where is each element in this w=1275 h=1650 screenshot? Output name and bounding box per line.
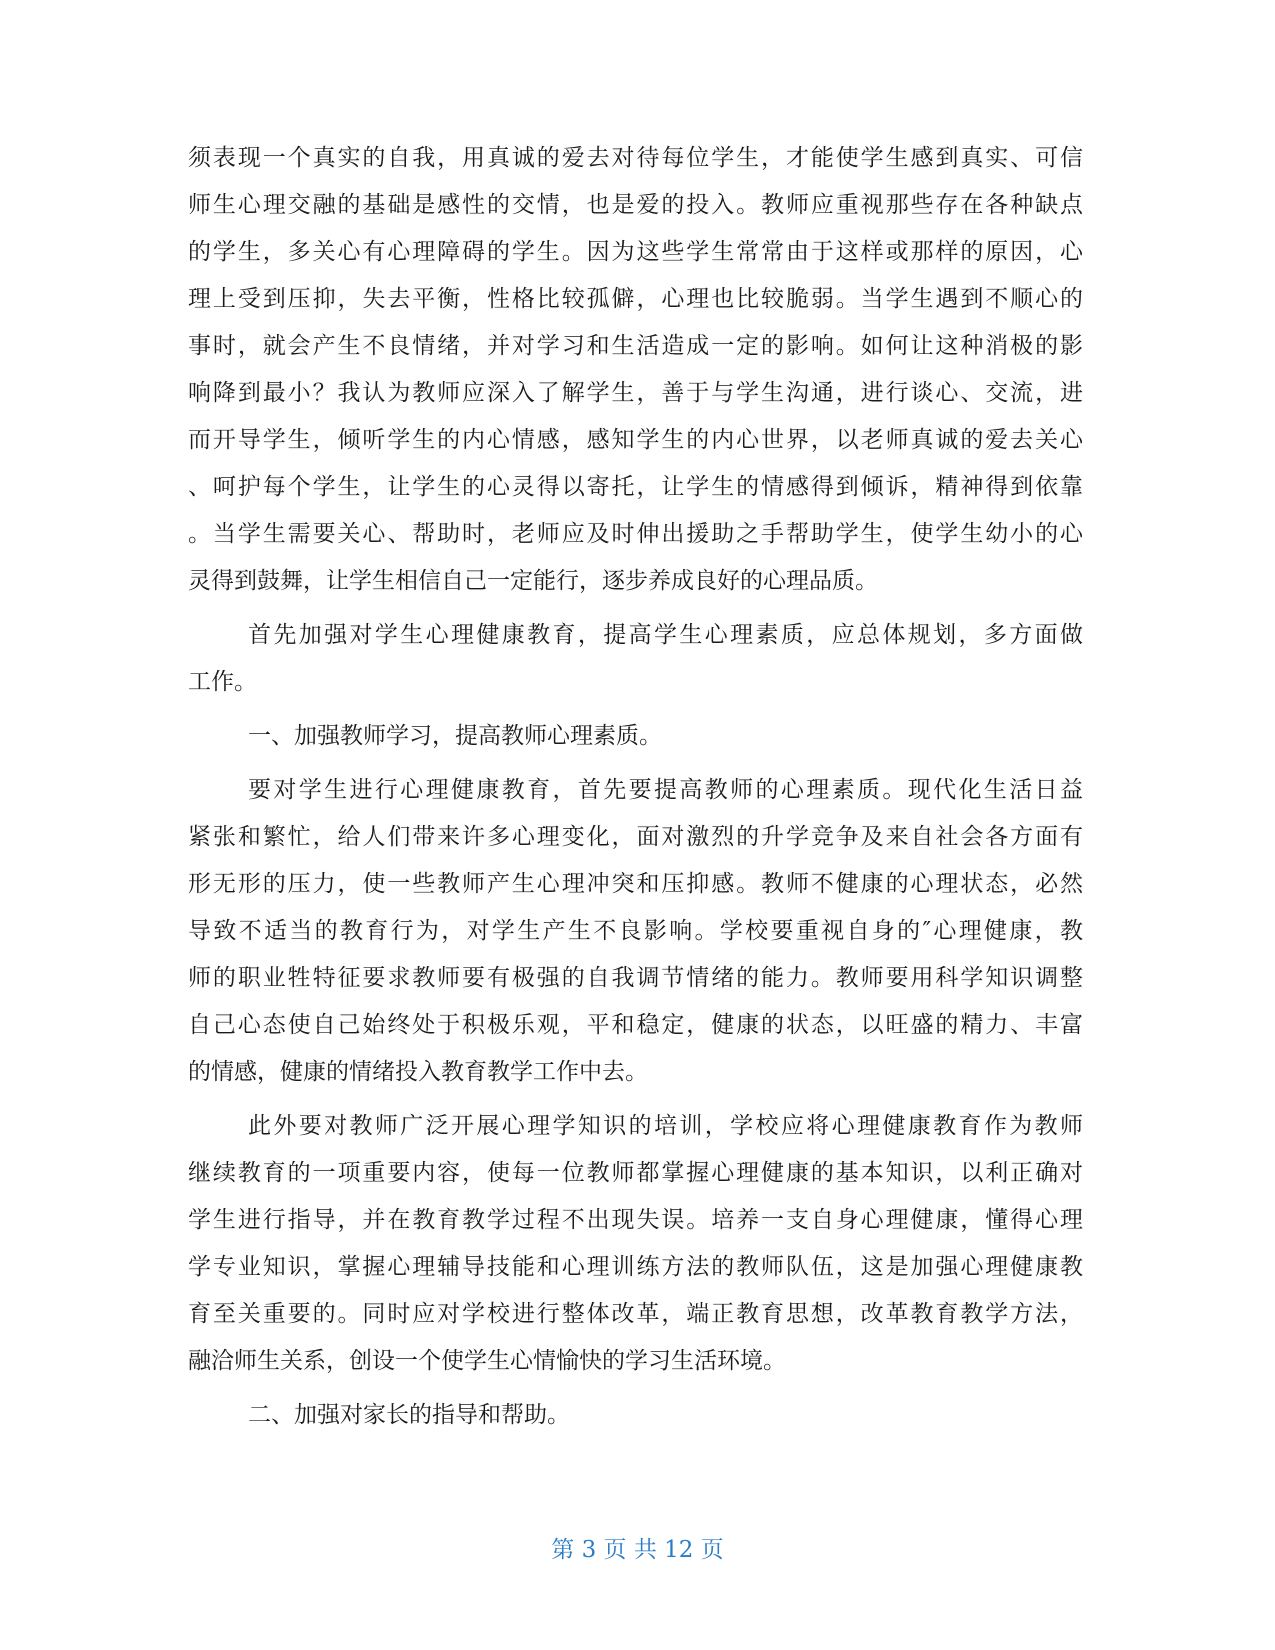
- text-line: 响降到最小？我认为教师应深入了解学生，善于与学生沟通，进行谈心、交流，进: [188, 380, 1083, 406]
- text-line: 形无形的压力，使一些教师产生心理冲突和压抑感。教师不健康的心理状态，必然: [188, 871, 1083, 897]
- text-line: 首先加强对学生心理健康教育，提高学生心理素质，应总体规划，多方面做: [248, 622, 1083, 648]
- page-number-footer: 第 3 页 共 12 页: [551, 1537, 724, 1563]
- text-line: 师生心理交融的基础是感性的交情，也是爱的投入。教师应重视那些存在各种缺点: [188, 192, 1083, 218]
- text-line: 而开导学生，倾听学生的内心情感，感知学生的内心世界，以老师真诚的爱去关心: [188, 427, 1083, 453]
- text-line: 学专业知识，掌握心理辅导技能和心理训练方法的教师队伍，这是加强心理健康教: [188, 1254, 1083, 1280]
- text-line: 学生进行指导，并在教育教学过程不出现失误。培养一支自身心理健康，懂得心理: [188, 1207, 1083, 1233]
- section-heading: 二、加强对家长的指导和帮助。: [248, 1402, 570, 1428]
- text-line: 自己心态使自己始终处于积极乐观，平和稳定，健康的状态，以旺盛的精力、丰富: [188, 1012, 1083, 1038]
- text-line: 此外要对教师广泛开展心理学知识的培训，学校应将心理健康教育作为教师: [248, 1113, 1083, 1139]
- text-line: 要对学生进行心理健康教育，首先要提高教师的心理素质。现代化生活日益: [248, 777, 1083, 803]
- text-line: 理上受到压抑，失去平衡，性格比较孤僻，心理也比较脆弱。当学生遇到不顺心的: [188, 286, 1083, 312]
- text-line: 。当学生需要关心、帮助时，老师应及时伸出援助之手帮助学生，使学生幼小的心: [188, 521, 1083, 547]
- text-line: 事时，就会产生不良情绪，并对学习和生活造成一定的影响。如何让这种消极的影: [188, 333, 1083, 359]
- text-line: 须表现一个真实的自我，用真诚的爱去对待每位学生，才能使学生感到真实、可信: [188, 145, 1083, 171]
- text-line: 工作。: [188, 669, 257, 695]
- text-line: 育至关重要的。同时应对学校进行整体改革，端正教育思想，改革教育教学方法，: [188, 1301, 1083, 1327]
- text-line: 、呵护每个学生，让学生的心灵得以寄托，让学生的情感得到倾诉，精神得到依靠: [188, 474, 1083, 500]
- text-line: 灵得到鼓舞，让学生相信自己一定能行，逐步养成良好的心理品质。: [188, 568, 878, 594]
- text-line: 的情感，健康的情绪投入教育教学工作中去。: [188, 1059, 648, 1085]
- text-line: 的学生，多关心有心理障碍的学生。因为这些学生常常由于这样或那样的原因，心: [188, 239, 1083, 265]
- section-heading: 一、加强教师学习，提高教师心理素质。: [248, 723, 662, 749]
- text-line: 师的职业牲特征要求教师要有极强的自我调节情绪的能力。教师要用科学知识调整: [188, 965, 1083, 991]
- text-line: 导致不适当的教育行为，对学生产生不良影响。学校要重视自身的″心理健康，教: [188, 918, 1083, 944]
- text-line: 融洽师生关系，创设一个使学生心情愉快的学习生活环境。: [188, 1348, 786, 1374]
- text-line: 继续教育的一项重要内容，使每一位教师都掌握心理健康的基本知识，以利正确对: [188, 1160, 1083, 1186]
- text-line: 紧张和繁忙，给人们带来许多心理变化，面对激烈的升学竞争及来自社会各方面有: [188, 824, 1083, 850]
